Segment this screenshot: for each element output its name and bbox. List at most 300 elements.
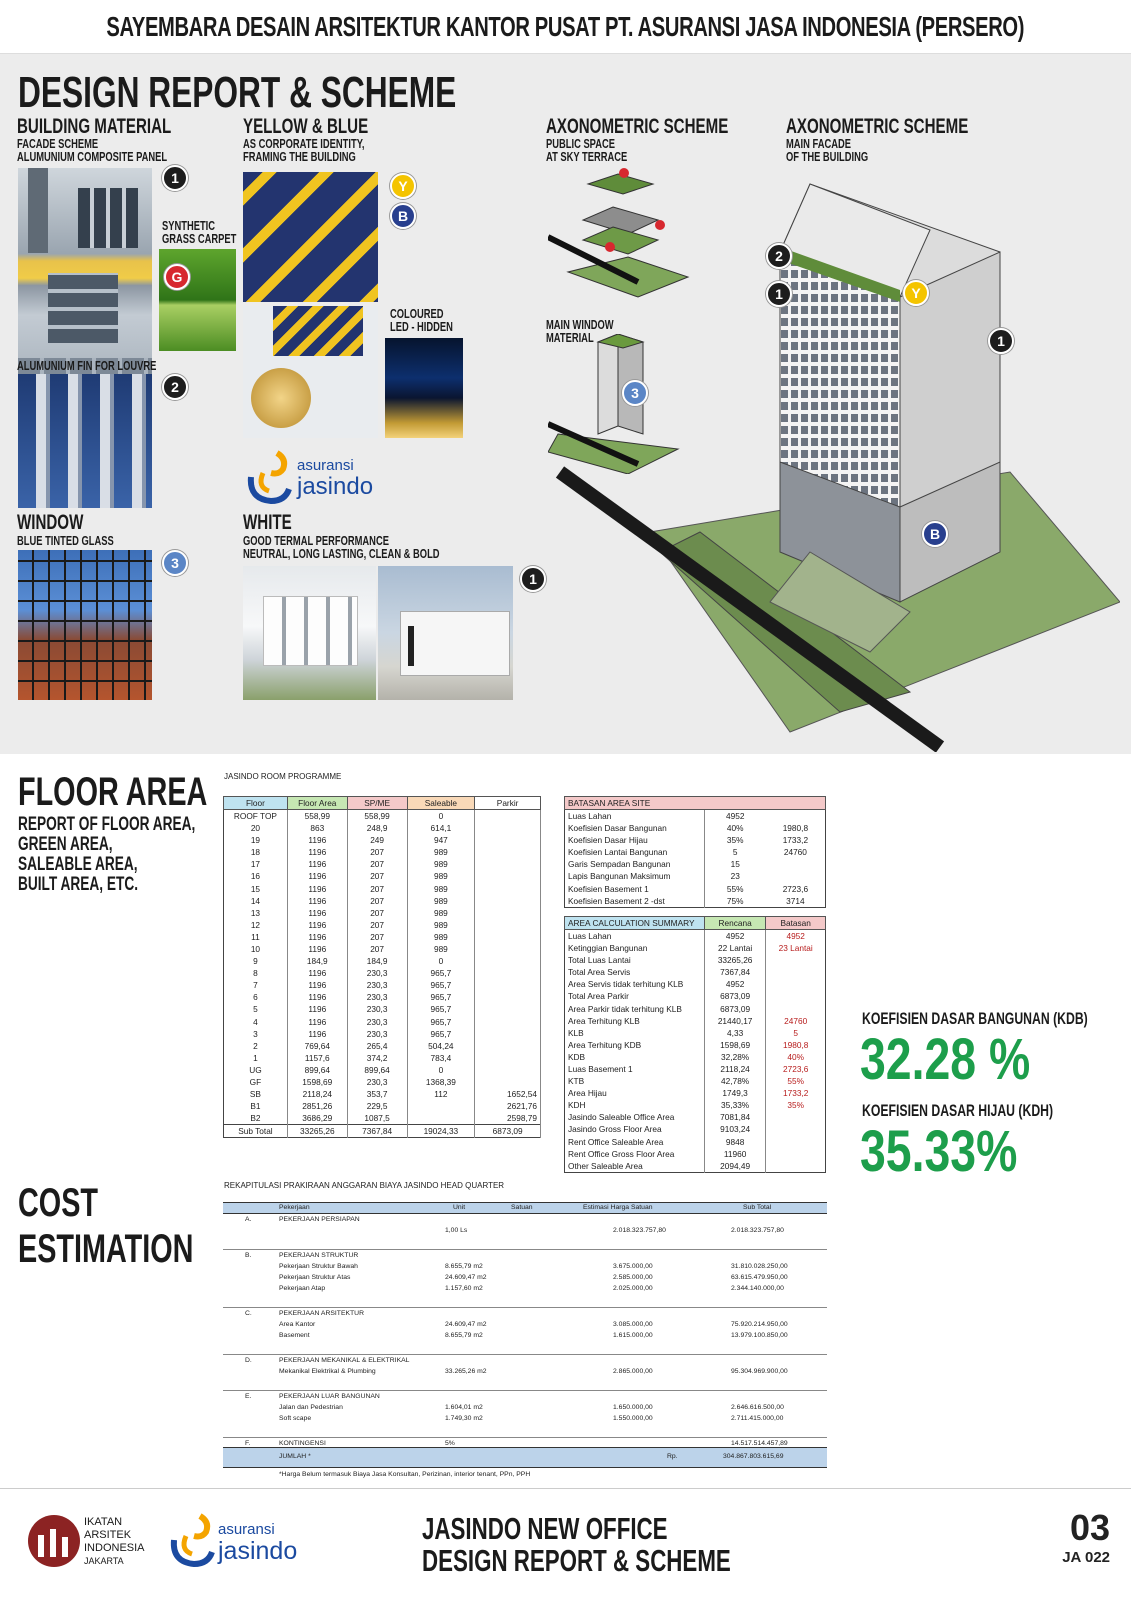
table-cell: Sub Total [224,1125,288,1138]
table-cell [766,870,826,882]
table-cell: 23 Lantai [778,943,813,954]
table-row [565,1087,826,1099]
table-cell [475,967,541,979]
table-cell [766,1160,826,1173]
table-cell: 207 [347,870,407,882]
iai-line-1: IKATAN [84,1516,123,1528]
table-cell: UG [224,1064,288,1076]
cost-cell: 1.749,30 m2 [445,1415,483,1422]
design-section [0,54,1131,754]
cost-cell: Area Kantor [279,1321,316,1328]
cost-title-line-2: ESTIMATION [18,1227,194,1271]
cost-cell: 13.979.100.850,00 [731,1332,788,1339]
table-row [565,966,826,978]
table-cell: Luas Lahan [565,930,705,943]
floor-sub-line-2: GREEN AREA, [18,834,113,855]
table-row [224,834,541,846]
cost-cell: 14.517.514.457,89 [731,1440,788,1447]
led-label-2: LED - HIDDEN [390,319,453,334]
cost-section-name: PEKERJAAN ARSITEKTUR [279,1310,364,1317]
table-cell: B2 [224,1112,288,1125]
cost-title-line-1: COST [18,1181,99,1225]
table-cell: 207 [347,882,407,894]
table-row [224,895,541,907]
table-cell: 24760 [783,847,807,858]
table-row [224,955,541,967]
cost-col-unit: Unit [453,1204,466,1211]
table-cell [475,870,541,882]
table-cell: 40% [726,823,744,834]
badge-2-fin: 2 [162,374,188,400]
table-cell: 1733,2 [782,835,809,846]
table-cell: Rent Office Saleable Area [565,1136,705,1148]
entry-code: JA 022 [1062,1549,1110,1566]
cost-cell: 95.304.969.900,00 [731,1368,788,1375]
table-row [224,1064,541,1076]
table-cell: 112 [407,1088,475,1100]
footer-logo-jasindo: jasindo [218,1537,298,1565]
table-cell: 1749,3 [704,1087,766,1099]
kdb-value: 32.28 % [860,1027,1031,1092]
table-cell: 9103,24 [704,1123,766,1135]
table-cell: 899,64 [347,1064,407,1076]
badge-b-blue: B [390,203,416,229]
table-cell: 3686,29 [287,1112,347,1125]
cost-cell: 31.810.028.250,00 [731,1263,788,1270]
footer-logo-asuransi: asuransi [218,1521,275,1538]
white-sub2: NEUTRAL, LONG LASTING, CLEAN & BOLD [243,546,440,561]
table-row [565,882,826,894]
table-cell [475,834,541,846]
cost-footnote: *Harga Belum termasuk Biaya Jasa Konsultan, Perizinan, interior tenant, PPn, PPH [279,1471,531,1478]
table-cell: 12 [224,919,288,931]
table-cell: 249 [347,834,407,846]
cost-caption: REKAPITULASI PRAKIRAAN ANGGARAN BIAYA JASINDO HEAD QUARTER [224,1181,505,1190]
table-cell: 1196 [287,991,347,1003]
cost-cell: Jalan dan Pedestrian [279,1404,343,1411]
table-cell [475,979,541,991]
floor-area-sub [18,815,195,895]
cost-cell: 1.157,60 m2 [445,1285,483,1292]
table-cell: 3714 [786,895,805,906]
col-floor-area: Floor Area [287,797,347,810]
cost-section-code: F. [245,1440,251,1447]
table-cell: 55% [726,883,744,894]
cost-section-code: D. [245,1357,252,1364]
cost-cell: 1.550.000,00 [613,1415,653,1422]
table-cell: 1196 [287,1003,347,1015]
medal-photo [243,306,378,438]
badge-3-main-window: 3 [622,380,648,406]
iai-line-3: INDONESIA [84,1542,145,1554]
cost-total-currency: Rp. [667,1453,678,1460]
table-cell: 3 [224,1028,288,1040]
axo2-sub2: OF THE BUILDING [786,149,869,164]
table-cell: 965,7 [407,979,475,991]
table-cell: 1 [224,1052,288,1064]
table-cell: 265,4 [347,1040,407,1052]
table-cell: 7081,84 [704,1111,766,1123]
table-cell [475,895,541,907]
cost-section-code: C. [245,1310,252,1317]
cost-section-code: B. [245,1252,252,1259]
table-row [565,1148,826,1160]
yb-title: YELLOW & BLUE [243,115,369,138]
table-cell: 19024,33 [407,1125,475,1138]
axo1-title: AXONOMETRIC SCHEME [546,115,729,138]
footer [0,1488,1131,1600]
iai-line-2: ARSITEK [84,1529,132,1541]
mainwin-label-2: MATERIAL [546,330,594,345]
logo-jasindo-text: jasindo [297,473,374,500]
badge-1-tower: 1 [766,281,792,307]
table-cell: 11 [224,931,288,943]
table-cell [475,822,541,834]
table-row [565,1111,826,1123]
table-cell: 9 [224,955,288,967]
cost-cell: 2.018.323.757,80 [613,1227,666,1234]
table-cell: Koefisien Dasar Bangunan [565,822,705,834]
cost-section-name: PEKERJAAN LUAR BANGUNAN [279,1393,380,1400]
badge-g-grass: G [164,264,190,290]
table-cell: 6873,09 [704,1002,766,1014]
table-cell: 230,3 [347,1076,407,1088]
floor-sub-line-4: BUILT AREA, ETC. [18,874,139,895]
table-cell: 1196 [287,1028,347,1040]
yb-sub1: AS CORPORATE IDENTITY, [243,136,365,151]
table-cell: 4952 [725,811,745,821]
table-cell: 13 [224,907,288,919]
table-cell: 6 [224,991,288,1003]
table-row [224,1112,541,1125]
table-cell [766,1111,826,1123]
table-cell: 17 [224,858,288,870]
table-cell: 2118,24 [704,1063,766,1075]
table-cell: 5 [224,1003,288,1015]
white-sub1: GOOD TERMAL PERFORMANCE [243,533,389,548]
table-cell [475,955,541,967]
table-cell: 769,64 [287,1040,347,1052]
table-cell: 989 [407,907,475,919]
table-cell [475,1052,541,1064]
table-cell: 1598,69 [704,1039,766,1051]
programme-caption: JASINDO ROOM PROGRAMME [224,772,342,781]
cost-table [223,1202,827,1470]
table-row [224,1003,541,1015]
table-cell [475,1040,541,1052]
cost-cell: 3.675.000,00 [613,1263,653,1270]
table-cell: 353,7 [347,1088,407,1100]
facade-scheme-label: FACADE SCHEME [17,136,99,151]
table-cell: Area Parkir tidak terhitung KLB [565,1002,705,1014]
table-cell [766,1123,826,1135]
cost-section [223,1216,827,1250]
table-cell: 965,7 [407,1028,475,1040]
table-cell: Area Hijau [565,1087,705,1099]
table-cell: 230,3 [347,967,407,979]
table-cell: Garis Sempadan Bangunan [565,858,705,870]
table-row [224,882,541,894]
table-cell: Lapis Bangunan Maksimum [565,870,705,882]
table-cell: 0 [407,1064,475,1076]
cost-header-row [223,1202,827,1214]
cost-total-row [223,1447,827,1468]
table-cell [407,1100,475,1112]
window-title: WINDOW [17,511,84,534]
table-cell: Total Area Servis [565,966,705,978]
table-row [224,1052,541,1064]
table-cell: 558,99 [287,810,347,823]
table-cell [475,919,541,931]
table-cell [766,966,826,978]
table-cell: 1196 [287,1016,347,1028]
table-cell: Koefisien Basement 2 -dst [565,895,705,908]
table-row [224,1100,541,1112]
cost-cell: 2.018.323.757,80 [731,1227,784,1234]
table-row [565,1160,826,1173]
cost-section [223,1393,827,1438]
table-cell: 33265,26 [287,1125,347,1138]
table-cell: Luas Lahan [565,810,705,823]
table-cell: 207 [347,858,407,870]
cost-cell: 8.655,79 m2 [445,1263,483,1270]
table-cell: 22 Lantai [704,942,766,954]
table-row [224,931,541,943]
cost-cell: Mekanikal Elektrikal & Plumbing [279,1368,376,1375]
cost-section-name: PEKERJAAN STRUKTUR [279,1252,359,1259]
table-cell: 2851,26 [287,1100,347,1112]
cost-total-label: JUMLAH * [279,1453,311,1460]
table-row [565,1075,826,1087]
design-title: DESIGN REPORT & SCHEME [18,68,457,117]
ribbon-photo [243,172,378,302]
table-cell [766,858,826,870]
col-floor: Floor [224,797,288,810]
table-cell: 558,99 [347,810,407,823]
table-cell: 965,7 [407,1016,475,1028]
table-cell [475,907,541,919]
table-cell: 2118,24 [287,1088,347,1100]
axo2-title: AXONOMETRIC SCHEME [786,115,969,138]
table-cell [475,846,541,858]
table-cell: 1652,54 [475,1088,541,1100]
table-cell: 4952 [704,978,766,990]
cost-cell: Basement [279,1332,310,1339]
iai-logo-icon [26,1513,82,1569]
table-cell: 1196 [287,907,347,919]
table-row [565,1136,826,1148]
footer-title-line-2: DESIGN REPORT & SCHEME [422,1543,731,1578]
floor-area-title: FLOOR AREA [18,770,208,814]
cost-total-value: 304.867.803.615,69 [723,1453,784,1460]
table-cell: Rent Office Gross Floor Area [565,1148,705,1160]
table-cell: 1196 [287,919,347,931]
table-cell: 184,9 [347,955,407,967]
table-cell: Total Luas Lantai [565,954,705,966]
table-cell: 5 [793,1027,798,1038]
table-cell: 989 [407,919,475,931]
table-cell: 4 [224,1016,288,1028]
table-cell: Koefisien Basement 1 [565,882,705,894]
table-cell [475,1076,541,1088]
table-cell [475,810,541,823]
table-row [565,1015,826,1027]
table-cell: 14 [224,895,288,907]
cost-col-satuan: Satuan [511,1204,533,1211]
table-row [224,810,541,823]
table-cell: 7367,84 [704,966,766,978]
table-cell: 1733,2 [783,1088,809,1099]
table-cell: 989 [407,943,475,955]
table-cell: 0 [407,955,475,967]
table-cell: 0 [407,810,475,823]
table-cell: 783,4 [407,1052,475,1064]
kdh-value: 35.33% [860,1119,1018,1184]
table-cell: 19 [224,834,288,846]
table-cell: KDH [565,1099,705,1111]
table-cell: 9848 [704,1136,766,1148]
axo1-sub2: AT SKY TERRACE [546,149,628,164]
table-cell [766,1148,826,1160]
yb-sub2: FRAMING THE BUILDING [243,149,356,164]
cost-cell: 2.711.415.000,00 [731,1415,784,1422]
table-row [224,1016,541,1028]
mainwin-label-1: MAIN WINDOW [546,317,614,332]
table-cell: 5 [732,847,738,858]
table-cell [475,943,541,955]
cost-cell: 24.609,47 m2 [445,1274,487,1281]
table-cell: ROOF TOP [224,810,288,823]
table-cell: 35,33% [704,1099,766,1111]
badge-y-tower: Y [903,280,929,306]
kdh-label: KOEFISIEN DASAR HIJAU (KDH) [862,1101,1054,1120]
table-cell: 4952 [786,931,805,941]
table-cell: GF [224,1076,288,1088]
table-cell: 2 [224,1040,288,1052]
floor-sub-line-1: REPORT OF FLOOR AREA, [18,814,196,835]
table-cell: Koefisien Lantai Bangunan [565,846,705,858]
table-row [565,1002,826,1014]
table-cell: 1196 [287,943,347,955]
table-row [224,919,541,931]
table-cell: 230,3 [347,1028,407,1040]
cost-cell: Pekerjaan Atap [279,1285,326,1292]
fin-label: ALUMUNIUM FIN FOR LOUVRE [17,358,157,373]
table-row [565,942,826,954]
cost-cell: Pekerjaan Struktur Bawah [279,1263,358,1270]
table-row [224,991,541,1003]
table-cell: Jasindo Saleable Office Area [565,1111,705,1123]
cost-section-name: PEKERJAAN MEKANIKAL & ELEKTRIKAL [279,1357,410,1364]
table-cell: SB [224,1088,288,1100]
badge-1-white: 1 [520,566,546,592]
table-cell: 4952 [704,930,766,943]
table-cell: 989 [407,882,475,894]
table-cell: Koefisien Dasar Hijau [565,834,705,846]
cost-cell: 33.265,26 m2 [445,1368,487,1375]
jasindo-logo-footer [166,1511,306,1571]
table-cell: 4,33 [704,1027,766,1039]
cost-cell: 5% [445,1440,455,1447]
table-cell: 15 [730,859,740,870]
cost-cell: Soft scape [279,1415,312,1422]
table-cell: 230,3 [347,1003,407,1015]
table-cell [475,931,541,943]
table-cell: 8 [224,967,288,979]
table-cell: 965,7 [407,967,475,979]
table-cell: 1598,69 [287,1076,347,1088]
cost-section-code: E. [245,1393,252,1400]
led-label-1: COLOURED [390,306,444,321]
badge-1-acp: 1 [162,165,188,191]
cost-cell: 8.655,79 m2 [445,1332,483,1339]
table-cell: 989 [407,870,475,882]
table-cell: 6873,09 [475,1125,541,1138]
room-programme-table [223,796,541,1138]
logo-asuransi-text: asuransi [297,457,354,474]
col-spme: SP/ME [347,797,407,810]
table-row [224,967,541,979]
window-sub: BLUE TINTED GLASS [17,533,114,548]
table-row [565,810,826,823]
table-cell: 1196 [287,967,347,979]
table-cell [407,1112,475,1125]
table-cell: 1980,8 [782,823,809,834]
table-cell: 1196 [287,882,347,894]
table-cell: 1368,39 [407,1076,475,1088]
table-cell: 2723,6 [782,883,809,894]
table-row [565,822,826,834]
summary-col-3: Batasan [766,917,826,930]
table-cell: 1157,6 [287,1052,347,1064]
table-cell: Luas Basement 1 [565,1063,705,1075]
grass-label-1: SYNTHETIC [162,218,216,233]
table-cell: 989 [407,858,475,870]
cost-cell: 1.615.000,00 [613,1332,653,1339]
table-cell: 229,5 [347,1100,407,1112]
table-cell [766,1136,826,1148]
window-photo [18,550,152,700]
table-cell: 7 [224,979,288,991]
badge-1-tower-side: 1 [988,328,1014,354]
cost-section-code: A. [245,1216,252,1223]
table-cell: 1196 [287,834,347,846]
table-row [565,1063,826,1075]
table-cell: Area Terhitung KLB [565,1015,705,1027]
table-cell: 207 [347,919,407,931]
cost-cell: 2.344.140.000,00 [731,1285,784,1292]
table-cell: 863 [287,822,347,834]
table-row [565,846,826,858]
cost-cell: 2.025.000,00 [613,1285,653,1292]
table-cell: 2723,6 [783,1063,809,1074]
table-row [565,1099,826,1111]
table-cell: 248,9 [347,822,407,834]
table-cell [475,1064,541,1076]
table-row [565,1027,826,1039]
table-cell: 989 [407,895,475,907]
table-cell: 1196 [287,858,347,870]
cost-cell: 63.615.479.950,00 [731,1274,788,1281]
table-row [224,822,541,834]
table-cell: 23 [730,871,740,882]
table-cell: 207 [347,907,407,919]
cost-cell: 1.604,01 m2 [445,1404,483,1411]
table-cell: Jasindo Gross Floor Area [565,1123,705,1135]
cost-cell: 1,00 Ls [445,1227,468,1234]
table-cell: 24760 [784,1015,808,1026]
table-row [224,870,541,882]
